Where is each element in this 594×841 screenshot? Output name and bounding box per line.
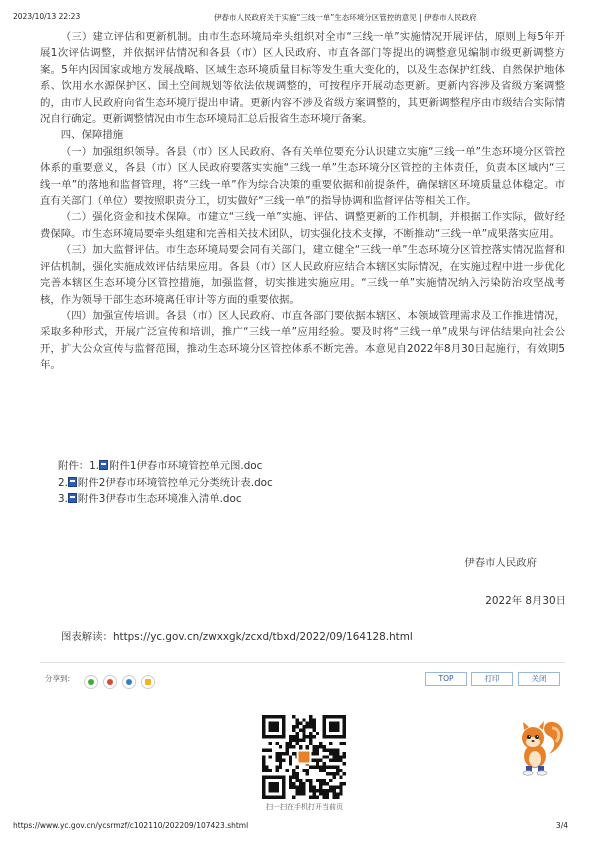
paragraph-supervision-evaluation: （三）加大监督评估。市生态环境局要会同有关部门，建立健全“三线一单”生态环境分区管控落实情况监督和评估机制，强化实施成效评估结果应用。各县（市）区人民政府应结合本辖区实际情况，在实施过程中进一步优化完善本辖区生态环境分区管控措施，加强监督，切实推进实施应用。“三线一单”实施情况纳入污染防治攻坚战考核，作为领导干部生态环境离任审计等方面的重要依据。 bbox=[40, 244, 565, 306]
paragraph-funding-technology: （二）强化资金和技术保障。市建立“三线一单”实施、评估、调整更新的工作机制，并根据工作实际，做好经费保障。市生态环境局要牵头组建和完善相关技术团队，切实强化技术支撑，不断推动“三线一单”成果落实应用。 bbox=[40, 211, 565, 240]
page-number: 3/4 bbox=[555, 821, 568, 830]
section-heading-safeguards: 四、保障措施 bbox=[60, 129, 124, 142]
attachment-item bbox=[58, 491, 273, 508]
weibo-icon[interactable] bbox=[103, 675, 117, 689]
attachment-name: 附件1伊春市环境管控单元图.doc bbox=[109, 460, 263, 472]
attachment-item bbox=[58, 458, 273, 475]
share-icons bbox=[84, 671, 160, 690]
print-button[interactable]: 打印 bbox=[471, 672, 513, 686]
page-url: https://www.yc.gov.cn/ycsrmzf/c102110/202209/107423.shtml bbox=[13, 821, 249, 830]
divider bbox=[40, 662, 565, 663]
chart-interpretation-link[interactable]: 图表解读：https://yc.gov.cn/zwxxgk/zcxd/tbxd/2022/09/164128.html bbox=[61, 631, 413, 643]
attachment-item bbox=[58, 475, 273, 492]
attachment-number: 1. bbox=[89, 460, 100, 472]
attachment-name: 附件3伊春市生态环境准入清单.doc bbox=[77, 493, 242, 505]
qq-icon[interactable] bbox=[122, 675, 136, 689]
qr-caption: 扫一扫在手机打开当前页 bbox=[266, 803, 343, 811]
share-label: 分享到: bbox=[45, 674, 71, 683]
doc-file-icon bbox=[99, 460, 108, 470]
paragraph-evaluation-update: （三）建立评估和更新机制。由市生态环境局牵头组织对全市“三线一单”实施情况开展评估，原则上每5年开展1次评估调整，并依据评估情况和各县（市）区人民政府、市直各部门等提出的调整意见编制市级更新调整方案。5年内因国家或地方发展战略、区域生态环境质量目标等发生重大变化的，以及生态保护红线、自然保护地体系、饮用水水源保护区、国土空间规划等依法依规调整的，可按程序开展动态更新。更新内容涉及省级方案调整的，由市人民政府向省生态环境厅提出申请。更新内容不涉及省级方案调整的，其更新调整程序由市级结合实际情况自行确定。更新调整情况由市生态环境局汇总后报省生态环境厅备案。 bbox=[40, 31, 565, 126]
attachments-label: 附件： bbox=[58, 460, 90, 472]
print-date: 2023/10/13 22:23 bbox=[13, 12, 81, 21]
print-page-title: 伊春市人民政府关于实施“三线一单”生态环境分区管控的意见 | 伊春市人民政府 bbox=[214, 13, 477, 22]
close-button[interactable]: 关闭 bbox=[518, 672, 560, 686]
attachment-number: 3. bbox=[58, 493, 68, 505]
attachments-list bbox=[58, 458, 273, 508]
attachment-link-3[interactable] bbox=[68, 493, 242, 505]
wechat-icon[interactable] bbox=[84, 675, 98, 689]
article-body bbox=[40, 29, 565, 374]
qr-code bbox=[262, 715, 346, 799]
doc-file-icon bbox=[68, 493, 77, 503]
print-header bbox=[0, 12, 594, 26]
squirrel-mascot-icon bbox=[511, 716, 567, 776]
paragraph-publicity-training: （四）加强宣传培训。各县（市）区人民政府、市直各部门要依据本辖区、本领域管理需求及工作推进情况，采取多种形式，开展广泛宣传和培训，推广“三线一单”应用经验。要及时将“三线一单”成果与评估结果向社会公开，扩大公众宣传与监督范围，推动生态环境分区管控体系不断完善。本意见自2022年8月30日起施行，有效期5年。 bbox=[40, 309, 565, 372]
attachment-link-1[interactable] bbox=[99, 460, 262, 472]
attachment-link-2[interactable] bbox=[68, 477, 273, 489]
paragraph-organization-leadership: （一）加强组织领导。各县（市）区人民政府、各有关单位要充分认识建立实施“三线一单”生态环境分区管控体系的重要意义，各县（市）区人民政府要落实实施“三线一单”生态环境分区管控的主体责任，负责本区域内“三线一单”的落地和监督管理，将“三线一单”作为综合决策的重要依据和前提条件，确保辖区环境质量总体稳定。市直有关部门（单位）要按照职责分工，切实做好“三线一单”的指导协调和监督评估等相关工作。 bbox=[40, 145, 565, 208]
issue-date: 2022年 8月30日 bbox=[485, 595, 566, 607]
qzone-icon[interactable] bbox=[141, 675, 155, 689]
issuing-organization: 伊春市人民政府 bbox=[464, 557, 537, 569]
top-button[interactable]: TOP bbox=[425, 672, 467, 686]
attachment-name: 附件2伊春市环境管控单元分类统计表.doc bbox=[77, 476, 273, 489]
attachment-number: 2. bbox=[58, 476, 68, 489]
doc-file-icon bbox=[68, 477, 77, 487]
